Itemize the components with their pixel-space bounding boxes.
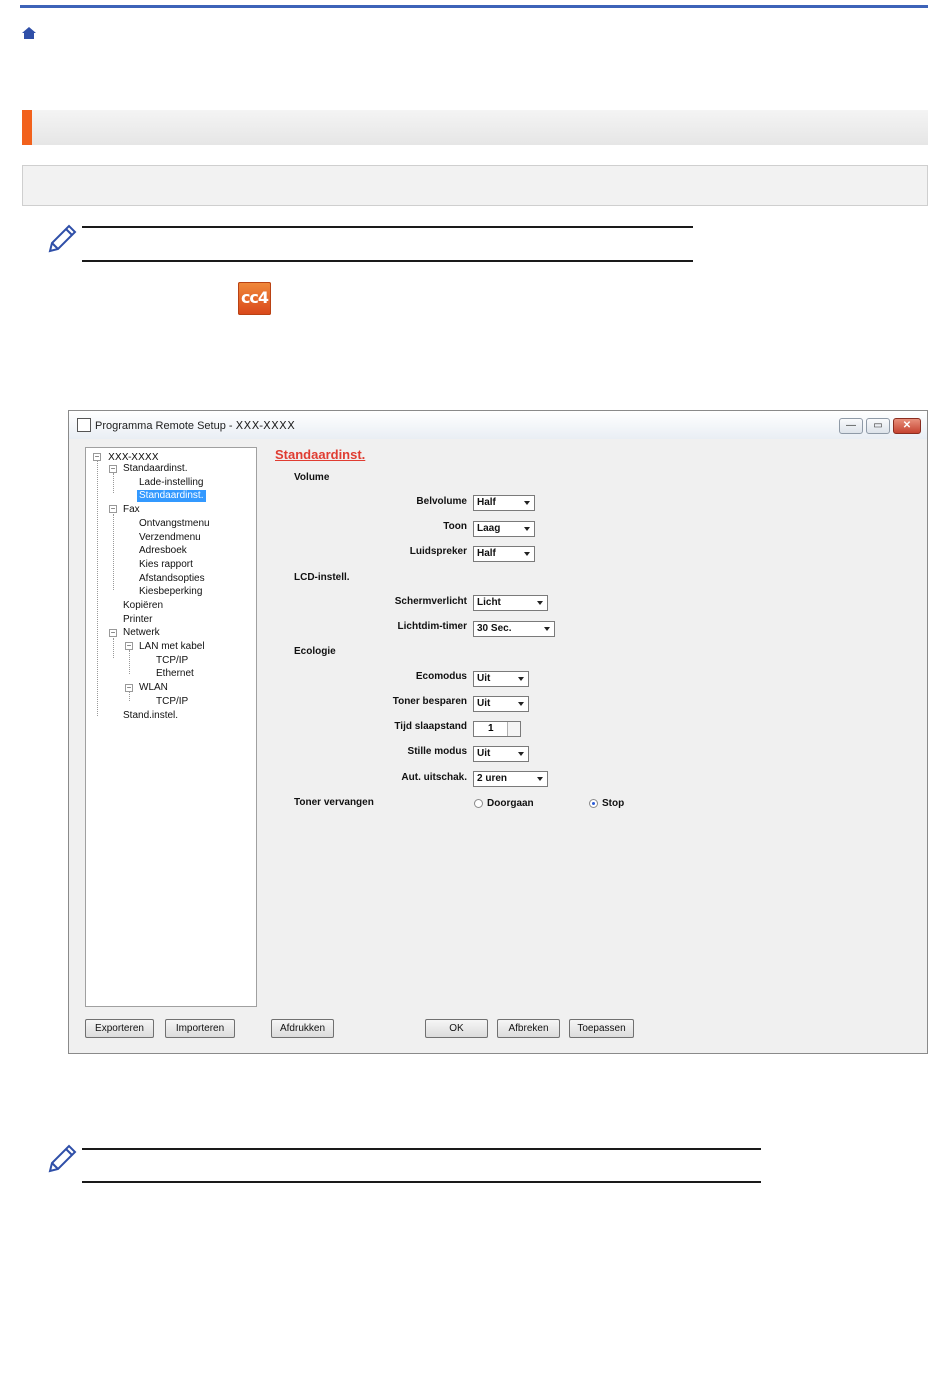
- chevron-down-icon: [524, 527, 530, 531]
- aut-uitschak-label: Aut. uitschak.: [401, 772, 467, 783]
- note-bottom-rule: [82, 260, 693, 262]
- tree-item-lan-tcpip[interactable]: TCP/IP: [156, 655, 189, 666]
- chevron-down-icon: [524, 501, 530, 505]
- close-button[interactable]: ✕: [893, 418, 921, 434]
- toon-value: Laag: [477, 523, 501, 534]
- tree-item-stand-instel[interactable]: Stand.instel.: [123, 710, 179, 721]
- info-box: [22, 165, 928, 206]
- tree-expander-fax[interactable]: −: [110, 504, 116, 513]
- tree-item-lan-met-kabel[interactable]: LAN met kabel: [139, 641, 205, 652]
- tree-item-netwerk[interactable]: Netwerk: [123, 627, 160, 638]
- ecomodus-label: Ecomodus: [415, 671, 467, 682]
- exporteren-button[interactable]: Exporteren: [85, 1019, 154, 1038]
- aut-uitschak-select[interactable]: [473, 771, 548, 787]
- toner-besparen-select[interactable]: [473, 696, 529, 712]
- minimize-button[interactable]: —: [839, 418, 863, 434]
- stille-modus-label: Stille modus: [407, 746, 467, 757]
- tree-item-wlan-tcpip[interactable]: TCP/IP: [156, 696, 189, 707]
- note2-bottom-rule: [82, 1181, 761, 1183]
- pencil-note-icon: [45, 222, 79, 256]
- tree-root[interactable]: XXX-XXXX: [108, 452, 159, 463]
- tree-item-kies-rapport[interactable]: Kies rapport: [139, 559, 193, 570]
- tree-item-ethernet[interactable]: Ethernet: [156, 668, 194, 679]
- window-title-model: XXX-XXXX: [235, 419, 296, 432]
- stille-modus-value: Uit: [477, 748, 491, 759]
- belvolume-label: Belvolume: [416, 496, 467, 507]
- tijd-slaapstand-stepper[interactable]: [473, 721, 521, 737]
- schermverlicht-select[interactable]: [473, 595, 548, 611]
- tree-item-ontvangstmenu[interactable]: Ontvangstmenu: [139, 518, 210, 529]
- belvolume-select[interactable]: [473, 495, 535, 511]
- tree-expander-netwerk[interactable]: −: [110, 628, 116, 637]
- tree-item-lade-instelling[interactable]: Lade-instelling: [139, 477, 204, 488]
- tijd-slaapstand-label: Tijd slaapstand: [394, 721, 467, 732]
- tree-item-printer[interactable]: Printer: [123, 614, 153, 625]
- window-titlebar: [69, 411, 927, 439]
- luidspreker-value: Half: [477, 548, 496, 559]
- tree-expander-wlan[interactable]: −: [126, 683, 132, 692]
- ecomodus-value: Uit: [477, 673, 491, 684]
- printer-window-icon: [77, 418, 91, 432]
- radio-doorgaan-label: Doorgaan: [487, 798, 534, 809]
- afbreken-button[interactable]: Afbreken: [497, 1019, 560, 1038]
- importeren-button[interactable]: Importeren: [165, 1019, 235, 1038]
- tijd-slaapstand-value: 1: [488, 723, 494, 734]
- maximize-button[interactable]: ▭: [866, 418, 890, 434]
- tree-item-verzendmenu[interactable]: Verzendmenu: [139, 532, 201, 543]
- chevron-down-icon: [537, 601, 543, 605]
- tree-item-kopieren[interactable]: Kopiëren: [123, 600, 164, 611]
- radio-doorgaan[interactable]: [474, 799, 483, 808]
- note2-top-rule: [82, 1148, 761, 1150]
- tree-item-fax[interactable]: Fax: [123, 504, 140, 515]
- radio-stop-label: Stop: [602, 798, 625, 809]
- section-header-accent: [22, 110, 32, 145]
- app-icon-label: cc4: [240, 288, 269, 307]
- chevron-down-icon: [518, 677, 524, 681]
- toon-label: Toon: [443, 521, 467, 532]
- chevron-down-icon: [524, 552, 530, 556]
- stepper-arrows-icon[interactable]: [507, 722, 520, 736]
- lichtdim-label: Lichtdim-timer: [397, 621, 467, 632]
- section-header-bar: [22, 110, 928, 145]
- panel-title: Standaardinst.: [275, 447, 366, 462]
- schermverlicht-label: Schermverlicht: [394, 596, 467, 607]
- schermverlicht-value: Licht: [477, 597, 501, 608]
- tree-expander-lan[interactable]: −: [126, 641, 132, 650]
- group-ecologie-label: Ecologie: [294, 646, 336, 657]
- chevron-down-icon: [518, 752, 524, 756]
- lichtdim-select[interactable]: [473, 621, 555, 637]
- home-icon[interactable]: [21, 25, 37, 41]
- tree-item-kiesbeperking[interactable]: Kiesbeperking: [139, 586, 203, 597]
- chevron-down-icon: [537, 777, 543, 781]
- toner-besparen-value: Uit: [477, 698, 491, 709]
- stille-modus-select[interactable]: [473, 746, 529, 762]
- ok-button[interactable]: OK: [425, 1019, 488, 1038]
- tree-item-adresboek[interactable]: Adresboek: [139, 545, 187, 556]
- group-lcd-label: LCD-instell.: [294, 572, 350, 583]
- tree-expander-standaardinst[interactable]: −: [110, 464, 116, 473]
- group-toner-vervangen-label: Toner vervangen: [294, 797, 374, 808]
- window-title: [95, 419, 295, 432]
- settings-tree[interactable]: [85, 447, 257, 1007]
- afdrukken-button[interactable]: Afdrukken: [271, 1019, 334, 1038]
- top-accent-bar: [20, 5, 928, 8]
- chevron-down-icon: [544, 627, 550, 631]
- group-volume-label: Volume: [294, 472, 330, 483]
- luidspreker-select[interactable]: [473, 546, 535, 562]
- tree-item-wlan[interactable]: WLAN: [139, 682, 168, 693]
- chevron-down-icon: [518, 702, 524, 706]
- lichtdim-value: 30 Sec.: [477, 623, 512, 634]
- window-title-prefix: Programma Remote Setup -: [95, 420, 233, 432]
- belvolume-value: Half: [477, 497, 496, 508]
- radio-stop[interactable]: [589, 799, 598, 808]
- luidspreker-label: Luidspreker: [409, 546, 467, 557]
- remote-setup-app-icon: [238, 282, 271, 315]
- ecomodus-select[interactable]: [473, 671, 529, 687]
- toon-select[interactable]: [473, 521, 535, 537]
- pencil-note-icon-2: [45, 1142, 79, 1176]
- remote-setup-window: [68, 410, 928, 1054]
- tree-item-afstandsopties[interactable]: Afstandsopties: [139, 573, 205, 584]
- tree-item-standaardinst[interactable]: Standaardinst.: [123, 463, 188, 474]
- toepassen-button[interactable]: Toepassen: [569, 1019, 634, 1038]
- aut-uitschak-value: 2 uren: [477, 773, 508, 784]
- tree-item-standaardinst-selected[interactable]: Standaardinst.: [139, 490, 204, 501]
- note-top-rule: [82, 226, 693, 228]
- toner-besparen-label: Toner besparen: [392, 696, 467, 707]
- tree-root-expander[interactable]: −: [94, 452, 100, 461]
